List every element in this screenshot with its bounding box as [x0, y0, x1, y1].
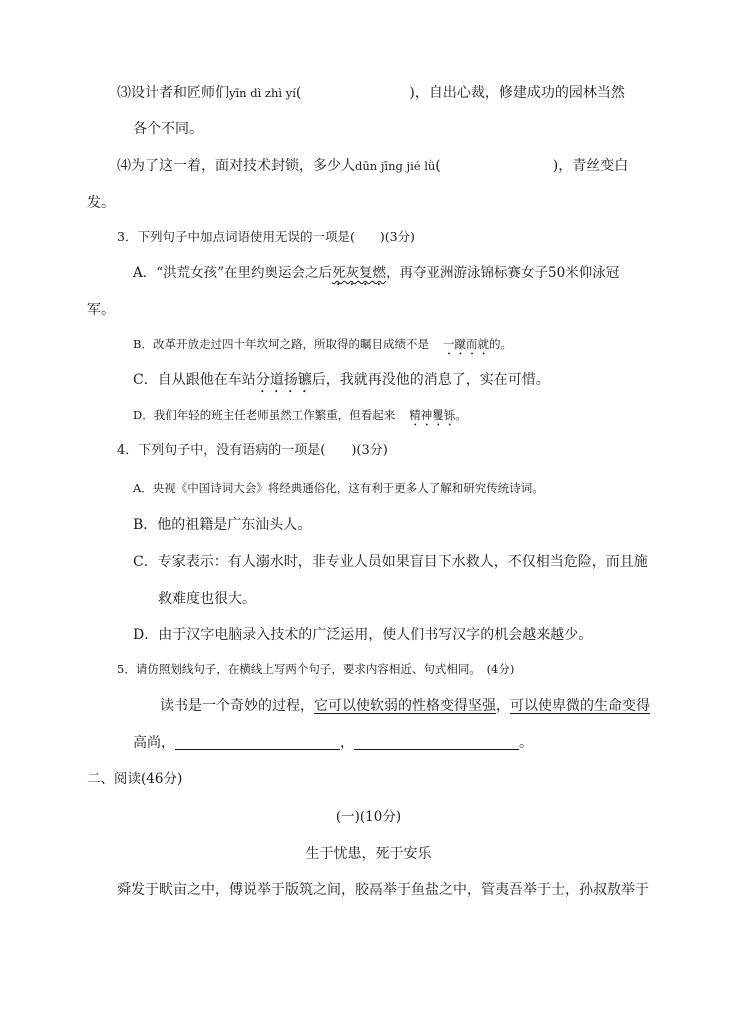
passage-body: 舜发于畎亩之中，傅说举于版筑之间，胶鬲举于鱼盐之中，管夷吾举于士，孙叔敖举于: [117, 882, 649, 898]
q2-item4-suffix: ，青丝变白: [558, 158, 629, 174]
poem-title: 生于忧患，死于安乐: [305, 846, 432, 862]
q4-option-c: C．专家表示：有人溺水时，非专业人员如果盲目下水救人，不仅相当危险，而且施: [133, 554, 648, 570]
section2-subtitle: (一)(10分): [335, 809, 402, 825]
q2-item3-line2: 各个不同。: [133, 121, 203, 137]
q5-comma-1: ，: [161, 735, 175, 751]
q2-item3-prefix: ⑶设计者和匠师们: [117, 85, 229, 101]
q4-stem: 4．下列句子中，没有语病的一项是( )(3分): [117, 443, 388, 458]
q5-answer-blank-1[interactable]: [175, 735, 340, 750]
q3-stem: 3．下列句子中加点词语使用无误的一项是( )(3分): [117, 229, 415, 244]
q3-c-pre: C．自从跟他在车站: [133, 372, 256, 388]
q5-answer-line: [133, 733, 533, 753]
q4-option-a: A．央视《中国诗词大会》将经典通俗化，这有利于更多人了解和研究传统诗词。: [133, 481, 544, 495]
q3-b-pre: B．改革开放走过四十年坎坷之路，所取得的瞩目成绩不是: [133, 337, 429, 351]
q5-end: 。: [519, 735, 533, 751]
q5-sentence-pre: 读书是一个奇妙的过程，: [160, 698, 314, 714]
q5-sentence: [160, 696, 650, 716]
q3-a-marked-word: 死灰复燃: [332, 265, 387, 281]
q5-underlined-2: 可以使卑微的生命变得: [510, 698, 650, 714]
q5-answer-blank-2[interactable]: [354, 735, 519, 750]
q3-option-a-cont: 军。: [87, 302, 115, 318]
q3-option-a: [133, 263, 619, 289]
q2-item3-suffix: ，自出心裁，修建成功的园林当然: [414, 85, 625, 101]
q5-comma-2: ，: [340, 735, 354, 751]
q3-a-post: ，再夺亚洲游泳锦标赛女子50米仰泳冠: [386, 265, 620, 281]
q2-item4-prefix: ⑷为了这一着，面对技术封锁，多少人: [117, 158, 355, 174]
q3-b-post: 的。: [488, 337, 512, 351]
q3-d-marked-word: 精神矍铄: [409, 408, 456, 422]
q5-stem: 5．请仿照划线句子，在横线上写两个句子，要求内容相近、句式相同。 (4分): [117, 662, 515, 676]
q2-item4-pinyin: dūn jīng jié lǜ: [355, 159, 436, 173]
q5-underlined-1: 它可以使软弱的性格变得坚强: [314, 698, 496, 714]
q3-b-marked-word: 一蹴而就: [442, 337, 489, 351]
q3-option-d: [133, 405, 467, 429]
q5-sep: ，: [496, 698, 510, 714]
q2-item4-line2: 发。: [87, 195, 115, 211]
section2-title: 二、阅读(46分): [87, 771, 183, 787]
q3-c-post: 后，我就再没他的消息了，实在可惜。: [311, 372, 550, 388]
q3-option-b: [133, 334, 512, 358]
q3-d-pre: D．我们年轻的班主任老师虽然工作繁重，但看起来: [133, 408, 396, 422]
q3-option-c: [133, 370, 550, 396]
q5-cont-pre: 高尚: [133, 735, 161, 751]
q2-item3-pinyin: yīn dì zhì yí: [229, 86, 296, 100]
q2-item4-line1: ⑷为了这一着，面对技术封锁，多少人dūn jīng jié lǜ( )，青丝变白: [117, 158, 629, 174]
q4-option-b: B．他的祖籍是广东汕头人。: [133, 517, 312, 533]
q2-item3-line1: ⑶设计者和匠师们yīn dì zhì yí( )，自出心裁，修建成功的园林当然: [117, 85, 625, 101]
q4-option-d: D．由于汉字电脑录入技术的广泛运用，使人们书写汉字的机会越来越少。: [133, 627, 593, 643]
q4-option-c-cont: 救难度也很大。: [158, 591, 256, 607]
q3-c-marked-word: 分道扬镳: [255, 372, 312, 388]
q3-a-pre: A．“洪荒女孩”在里约奥运会之后: [133, 265, 333, 281]
q3-d-post: 。: [455, 408, 467, 422]
